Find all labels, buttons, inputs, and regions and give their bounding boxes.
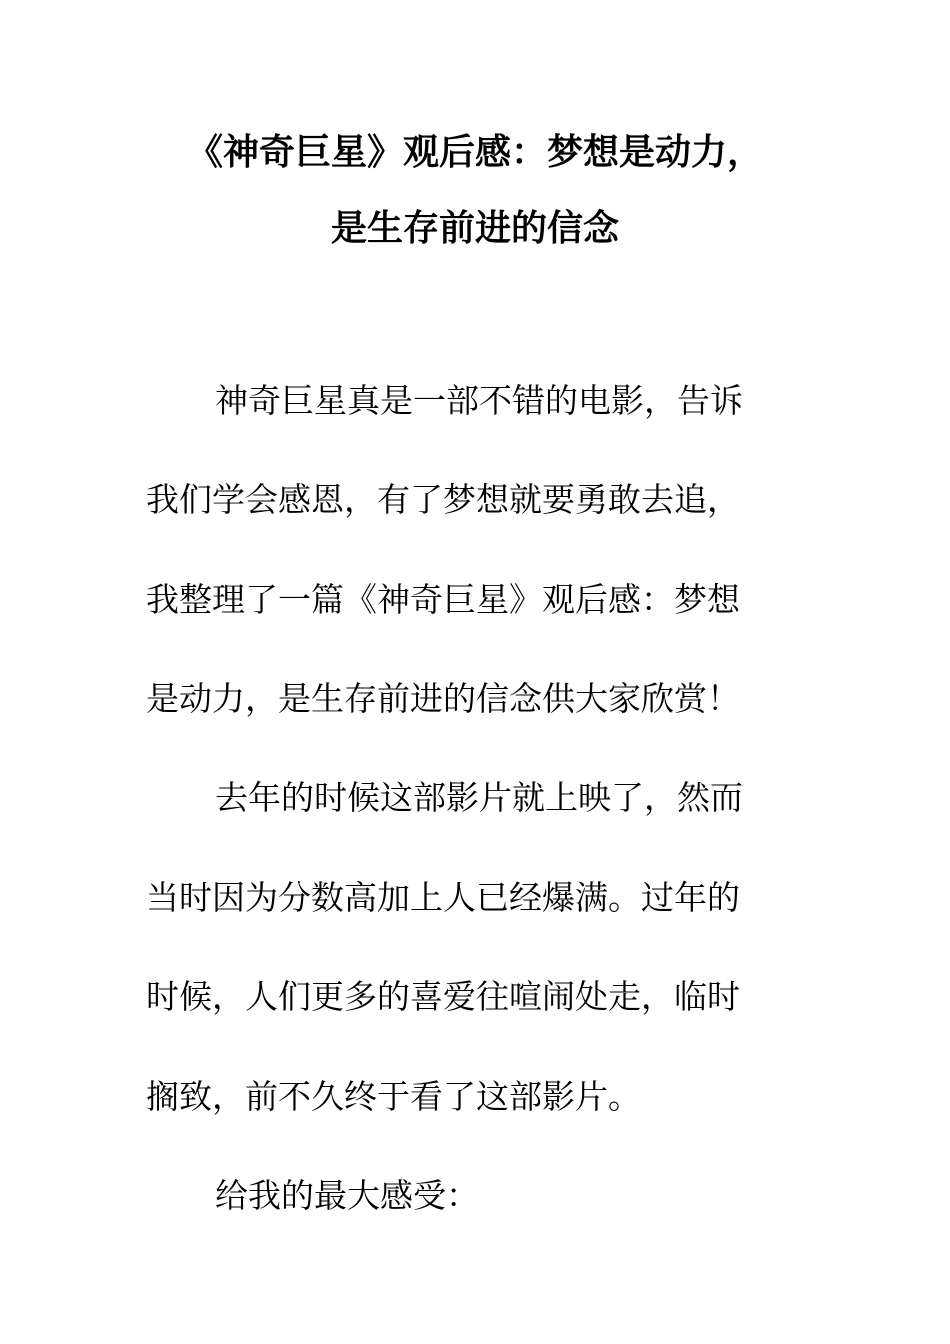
paragraph-line: 去年的时候这部影片就上映了，然而 xyxy=(215,778,743,817)
paragraph-line: 是动力，是生存前进的信念供大家欣赏！ xyxy=(146,679,740,718)
paragraph-line: 搁致，前不久终于看了这部影片。 xyxy=(146,1077,641,1116)
paragraph-line: 我们学会感恩，有了梦想就要勇敢去追， xyxy=(146,480,740,519)
document-title-line-1: 《神奇巨星》观后感：梦想是动力， xyxy=(186,131,763,173)
paragraph-line: 时候，人们更多的喜爱往喧闹处走，临时 xyxy=(146,977,740,1016)
paragraph-line: 神奇巨星真是一部不错的电影，告诉 xyxy=(215,381,743,420)
document-title-line-2: 是生存前进的信念 xyxy=(330,207,619,249)
paragraph-line: 当时因为分数高加上人已经爆满。过年的 xyxy=(146,878,740,917)
paragraph-line: 给我的最大感受： xyxy=(215,1176,479,1215)
paragraph-line: 我整理了一篇《神奇巨星》观后感：梦想 xyxy=(146,580,740,619)
